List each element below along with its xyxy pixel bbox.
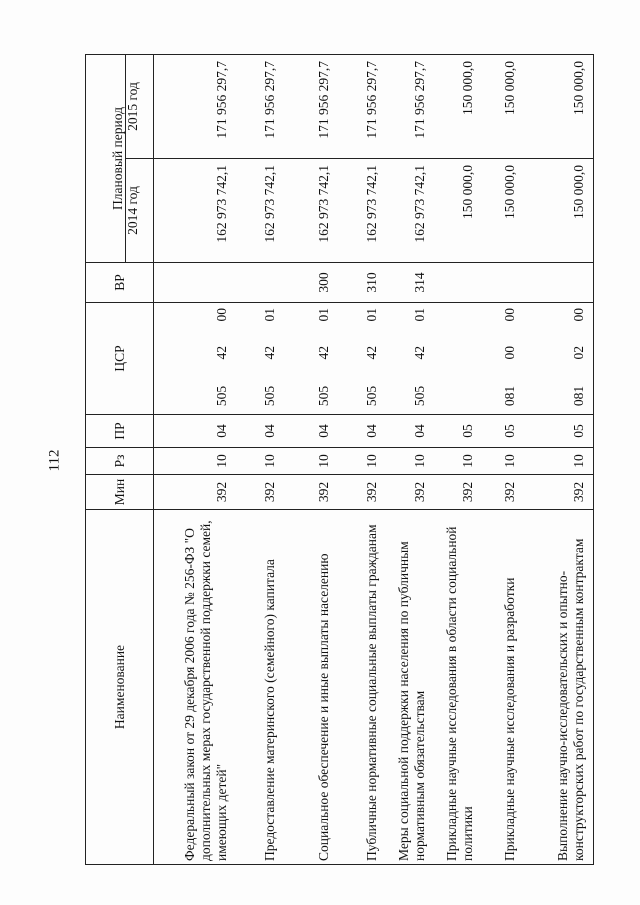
row-rz: 10 xyxy=(482,448,524,475)
row-name: Меры социальной поддержки населения по публичным нормативным обязательствам xyxy=(386,510,434,865)
row-csr xyxy=(386,303,434,415)
row-csr-part: 505 xyxy=(411,385,427,407)
row-name: Прикладные научные исследования в области социальной политики xyxy=(434,510,482,865)
row-csr-part: 00 xyxy=(501,308,517,322)
row-min: 392 xyxy=(284,475,338,510)
header-rz: Рз xyxy=(86,448,154,475)
row-min: 392 xyxy=(482,475,524,510)
row-csr xyxy=(284,303,338,415)
header-csr: ЦСР xyxy=(86,303,154,415)
table-row xyxy=(338,54,386,864)
budget-table-sheet xyxy=(85,55,630,865)
row-csr-part: 00 xyxy=(213,308,229,322)
row-csr-part: 505 xyxy=(261,385,277,407)
row-2015-amount: 171 956 297,7 xyxy=(154,54,236,158)
row-csr xyxy=(524,303,594,415)
row-name: Публичные нормативные социальные выплаты гражданам xyxy=(338,510,386,865)
header-min: Мин xyxy=(86,475,154,510)
row-rz: 10 xyxy=(338,448,386,475)
row-csr-part: 42 xyxy=(411,346,427,360)
header-name: Наименование xyxy=(86,510,154,865)
header-year-2015: 2015 год xyxy=(126,54,154,158)
header-pr: ПР xyxy=(86,415,154,448)
row-rz: 10 xyxy=(236,448,284,475)
row-rz: 10 xyxy=(434,448,482,475)
header-vr: ВР xyxy=(86,263,154,303)
row-pr: 04 xyxy=(236,415,284,448)
row-csr-part: 081 xyxy=(501,385,517,407)
row-min: 392 xyxy=(338,475,386,510)
budget-table xyxy=(85,54,594,865)
row-csr-part: 42 xyxy=(261,346,277,360)
row-csr xyxy=(154,303,236,415)
row-2015-amount: 150 000,0 xyxy=(524,54,594,158)
row-min: 392 xyxy=(386,475,434,510)
row-csr-part: 01 xyxy=(261,308,277,322)
row-name: Предоставление материнского (семейного) капитала xyxy=(236,510,284,865)
row-rz: 10 xyxy=(386,448,434,475)
row-csr-part: 42 xyxy=(213,346,229,360)
row-csr-part: 02 xyxy=(571,346,586,360)
row-2014-amount: 162 973 742,1 xyxy=(236,159,284,263)
row-name: Выполнение научно-исследовательских и опытно-конструкторских работ по государственным контрактам xyxy=(524,510,594,865)
table-row xyxy=(236,54,284,864)
row-2015-amount: 171 956 297,7 xyxy=(236,54,284,158)
row-2014-amount: 162 973 742,1 xyxy=(386,159,434,263)
row-csr-part: 081 xyxy=(571,385,586,407)
row-2014-amount: 150 000,0 xyxy=(524,159,594,263)
table-row xyxy=(284,54,338,864)
row-min: 392 xyxy=(236,475,284,510)
row-min: 392 xyxy=(434,475,482,510)
row-vr: 314 xyxy=(386,263,434,303)
row-rz: 10 xyxy=(284,448,338,475)
row-csr-part: 505 xyxy=(315,385,331,407)
row-min: 392 xyxy=(524,475,594,510)
row-csr-part: 01 xyxy=(315,308,331,322)
header-year-2014: 2014 год xyxy=(126,159,154,263)
row-2014-amount: 162 973 742,1 xyxy=(284,159,338,263)
row-vr: 300 xyxy=(284,263,338,303)
row-2015-amount: 150 000,0 xyxy=(434,54,482,158)
row-pr: 05 xyxy=(434,415,482,448)
header-planned-period: Плановый период xyxy=(86,54,126,262)
row-2014-amount: 150 000,0 xyxy=(482,159,524,263)
table-row xyxy=(482,54,524,864)
row-pr: 04 xyxy=(284,415,338,448)
row-pr: 04 xyxy=(386,415,434,448)
table-row xyxy=(524,54,594,864)
row-vr xyxy=(236,263,284,303)
row-csr xyxy=(236,303,284,415)
row-vr xyxy=(524,263,594,303)
row-min: 392 xyxy=(154,475,236,510)
row-csr-part: 00 xyxy=(501,346,517,360)
row-pr: 04 xyxy=(154,415,236,448)
row-2014-amount: 150 000,0 xyxy=(434,159,482,263)
row-name: Федеральный закон от 29 декабря 2006 года № 256-ФЗ "О дополнительных мерах государственной поддержки семей, имеющих детей" xyxy=(154,510,236,865)
row-csr xyxy=(482,303,524,415)
row-csr-part: 01 xyxy=(411,308,427,322)
row-csr-part: 505 xyxy=(363,385,379,407)
row-pr: 05 xyxy=(524,415,594,448)
row-pr: 04 xyxy=(338,415,386,448)
table-body xyxy=(154,54,594,864)
row-csr xyxy=(434,303,482,415)
row-vr xyxy=(434,263,482,303)
row-name: Прикладные научные исследования и разработки xyxy=(482,510,524,865)
row-2015-amount: 171 956 297,7 xyxy=(338,54,386,158)
row-pr: 05 xyxy=(482,415,524,448)
row-2015-amount: 171 956 297,7 xyxy=(284,54,338,158)
page-number: 112 xyxy=(46,449,63,472)
row-2014-amount: 162 973 742,1 xyxy=(338,159,386,263)
table-row xyxy=(386,54,434,864)
row-csr-part: 00 xyxy=(571,308,586,322)
row-rz: 10 xyxy=(154,448,236,475)
row-csr-part: 42 xyxy=(315,346,331,360)
row-csr xyxy=(338,303,386,415)
row-2014-amount: 162 973 742,1 xyxy=(154,159,236,263)
row-rz: 10 xyxy=(524,448,594,475)
table-row xyxy=(154,54,236,864)
row-csr-part: 505 xyxy=(213,385,229,407)
table-row xyxy=(434,54,482,864)
row-csr-part: 42 xyxy=(363,346,379,360)
row-2015-amount: 150 000,0 xyxy=(482,54,524,158)
row-vr: 310 xyxy=(338,263,386,303)
row-vr xyxy=(154,263,236,303)
row-name: Социальное обеспечение и иные выплаты населению xyxy=(284,510,338,865)
row-csr-part: 01 xyxy=(363,308,379,322)
table-header xyxy=(86,54,154,864)
row-vr xyxy=(482,263,524,303)
row-2015-amount: 171 956 297,7 xyxy=(386,54,434,158)
